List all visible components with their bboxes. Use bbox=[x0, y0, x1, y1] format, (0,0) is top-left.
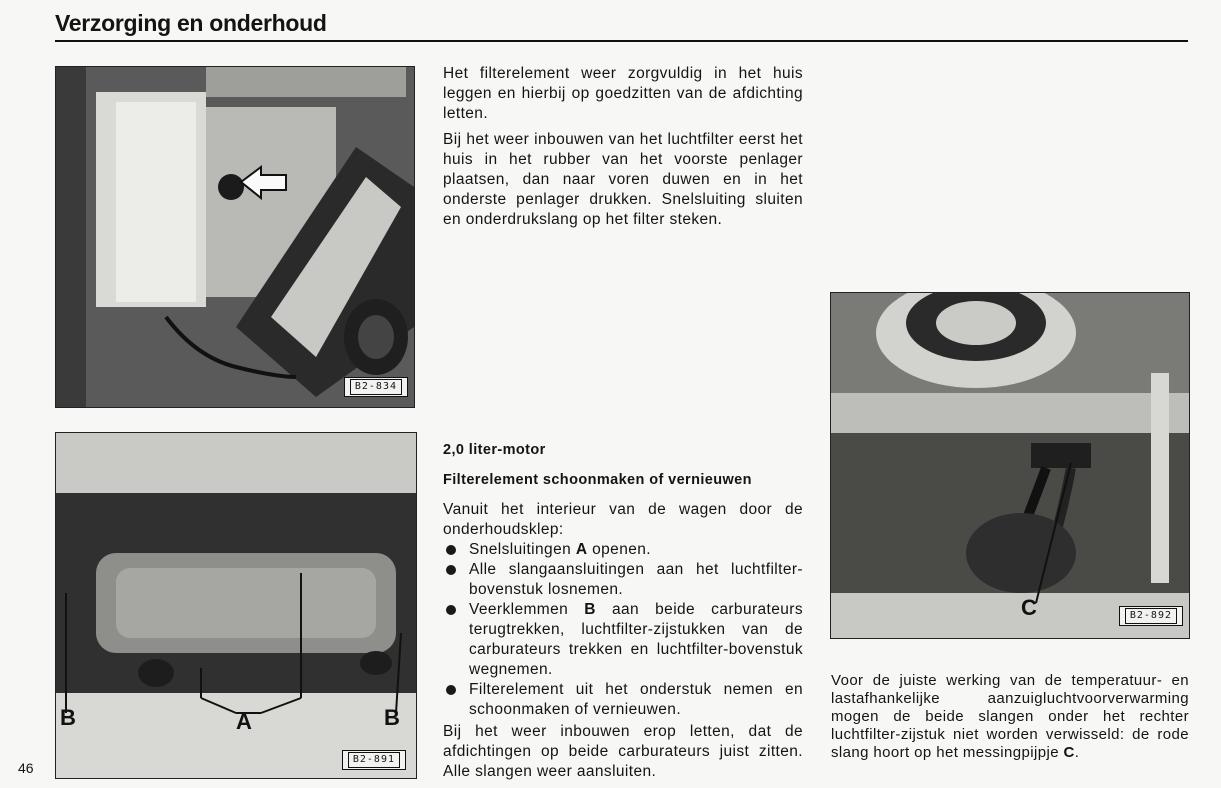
list-item: Snelsluitingen A openen. bbox=[443, 540, 803, 560]
callout-b-right: B bbox=[384, 705, 400, 730]
figure-filter-side-piece bbox=[830, 292, 1190, 639]
bullet-icon bbox=[446, 565, 456, 575]
section-heading: 2,0 liter-motor bbox=[443, 442, 546, 458]
bullet-icon bbox=[446, 605, 456, 615]
page-number: 46 bbox=[18, 760, 34, 776]
section-subheading: Filterelement schoonmaken of vernieuwen bbox=[443, 472, 752, 488]
paragraph: Bij het weer inbouwen van het luchtfilter eerst het huis in het rubber van het voorste penlager plaatsen, dan naar voren duwen en in het onderste penlager drukken. Snelsluiting sluiten en onderdrukslang op het filter steken. bbox=[443, 131, 803, 228]
figure-air-filter-housing bbox=[55, 66, 415, 408]
paragraph: Het filterelement weer zorgvuldig in het huis leggen en hierbij op goedzitten van de afdichting letten. bbox=[443, 65, 803, 122]
photo-air-filter-housing bbox=[56, 67, 414, 407]
bullet-icon bbox=[446, 545, 456, 555]
section-outro: Bij het weer inbouwen erop letten, dat de afdichtingen op beide carburateurs juist zitten. Alle slangen weer aansluiten. bbox=[443, 723, 803, 780]
text-filter-reinstall bbox=[443, 64, 803, 236]
callout-c: C bbox=[1021, 595, 1037, 620]
bullet-icon bbox=[446, 685, 456, 695]
figure-label: B2-892 bbox=[1119, 606, 1183, 626]
section-intro: Vanuit het interieur van de wagen door de onderhoudsklep: bbox=[443, 501, 803, 538]
figure-label: B2-891 bbox=[342, 750, 406, 770]
section-2-0-liter bbox=[443, 440, 803, 788]
paragraph: Voor de juiste werking van de temperatuur- en lastafhankelijke aanzuigluchtvoorverwarming mogen de beide slangen onder het rechter luchtfilter-zijstuk niet worden verwisseld: de rode slang hoort op het messingpijpje C. bbox=[831, 672, 1189, 761]
callout-b-left: B bbox=[60, 705, 76, 730]
photo-filter-side-piece bbox=[831, 293, 1189, 638]
bullet-list bbox=[443, 540, 803, 720]
list-item: Alle slangaansluitingen aan het luchtfilter-bovenstuk losnemen. bbox=[443, 560, 803, 600]
list-item: Filterelement uit het onderstuk nemen en schoonmaken of vernieuwen. bbox=[443, 680, 803, 720]
callout-a: A bbox=[236, 709, 252, 734]
text-hose-note bbox=[831, 672, 1189, 762]
figure-label: B2-834 bbox=[344, 377, 408, 397]
figure-engine-bay-2-0 bbox=[55, 432, 417, 779]
page-header bbox=[55, 8, 1188, 42]
list-item: Veerklemmen B aan beide carburateurs terugtrekken, luchtfilter-zijstukken van de carburateurs trekken en luchtfilter-bovenstuk wegnemen. bbox=[443, 600, 803, 680]
page-title: Verzorging en onderhoud bbox=[55, 10, 327, 36]
